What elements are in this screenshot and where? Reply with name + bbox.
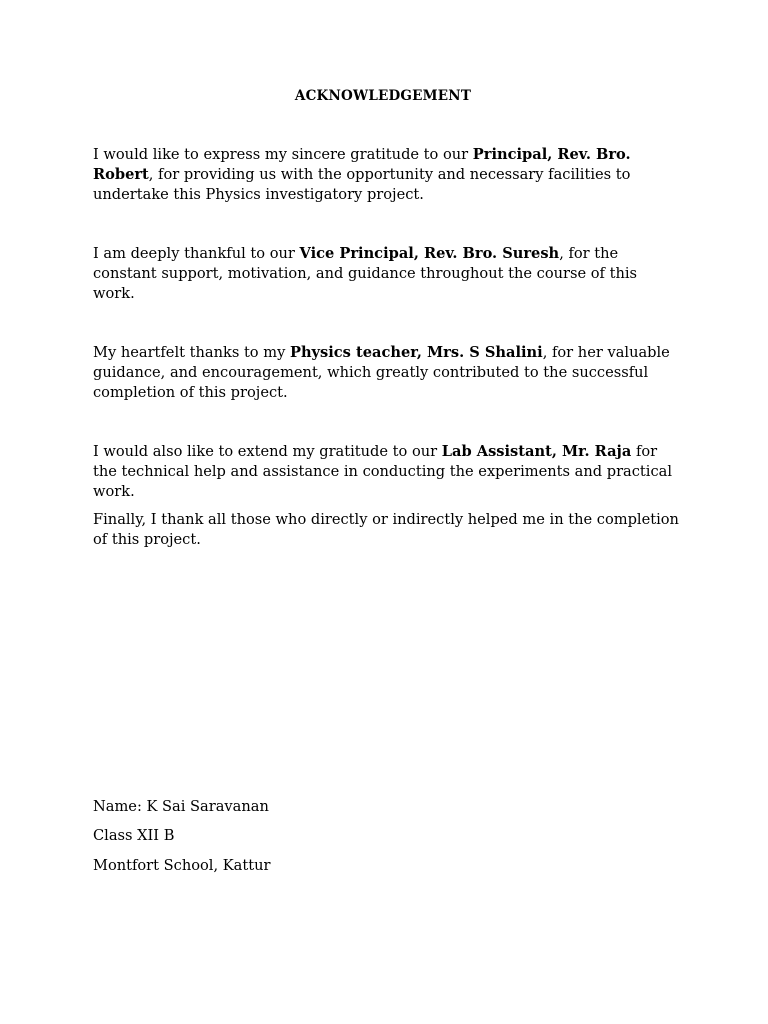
paragraph-text: for the technical help and assistance in conducting the experiments and practical work.	[93, 443, 673, 500]
paragraph-bold-text: Physics teacher, Mrs. S Shalini	[289, 344, 543, 361]
paragraph-text: , for providing us with the opportunity and necessary facilities to undertake this Physics investigatory project.	[93, 166, 631, 203]
paragraph-text: I would like to express my sincere gratitude to our	[93, 146, 473, 163]
signature-class: Class XII B	[93, 827, 175, 844]
signature-school: Montfort School, Kattur	[93, 857, 271, 874]
signature-name: Name: K Sai Saravanan	[93, 798, 269, 815]
paragraph-text: My heartfelt thanks to my	[93, 344, 290, 361]
paragraph-text: , for her valuable guidance, and encouragement, which greatly contributed to the successful completion of this project.	[93, 344, 670, 401]
paragraph-physics-teacher	[93, 343, 683, 403]
paragraph-vice-principal	[93, 244, 683, 304]
paragraph-principal	[93, 145, 683, 205]
paragraph-bold-text: Vice Principal, Rev. Bro. Suresh	[299, 245, 560, 262]
paragraph-closing	[93, 510, 683, 550]
paragraph-bold-text: Lab Assistant, Mr. Raja	[441, 443, 632, 460]
paragraph-text: I would also like to extend my gratitude to our	[93, 443, 442, 460]
paragraph-text: I am deeply thankful to our	[93, 245, 300, 262]
paragraph-text: , for the constant support, motivation, and guidance throughout the course of this work.	[93, 245, 638, 302]
paragraph-lab-assistant	[93, 442, 683, 502]
document-title: ACKNOWLEDGEMENT	[294, 88, 472, 104]
paragraph-text: Finally, I thank all those who directly or indirectly helped me in the completion of this project.	[93, 511, 679, 548]
paragraph-bold-text: Principal, Rev. Bro. Robert	[93, 146, 631, 183]
